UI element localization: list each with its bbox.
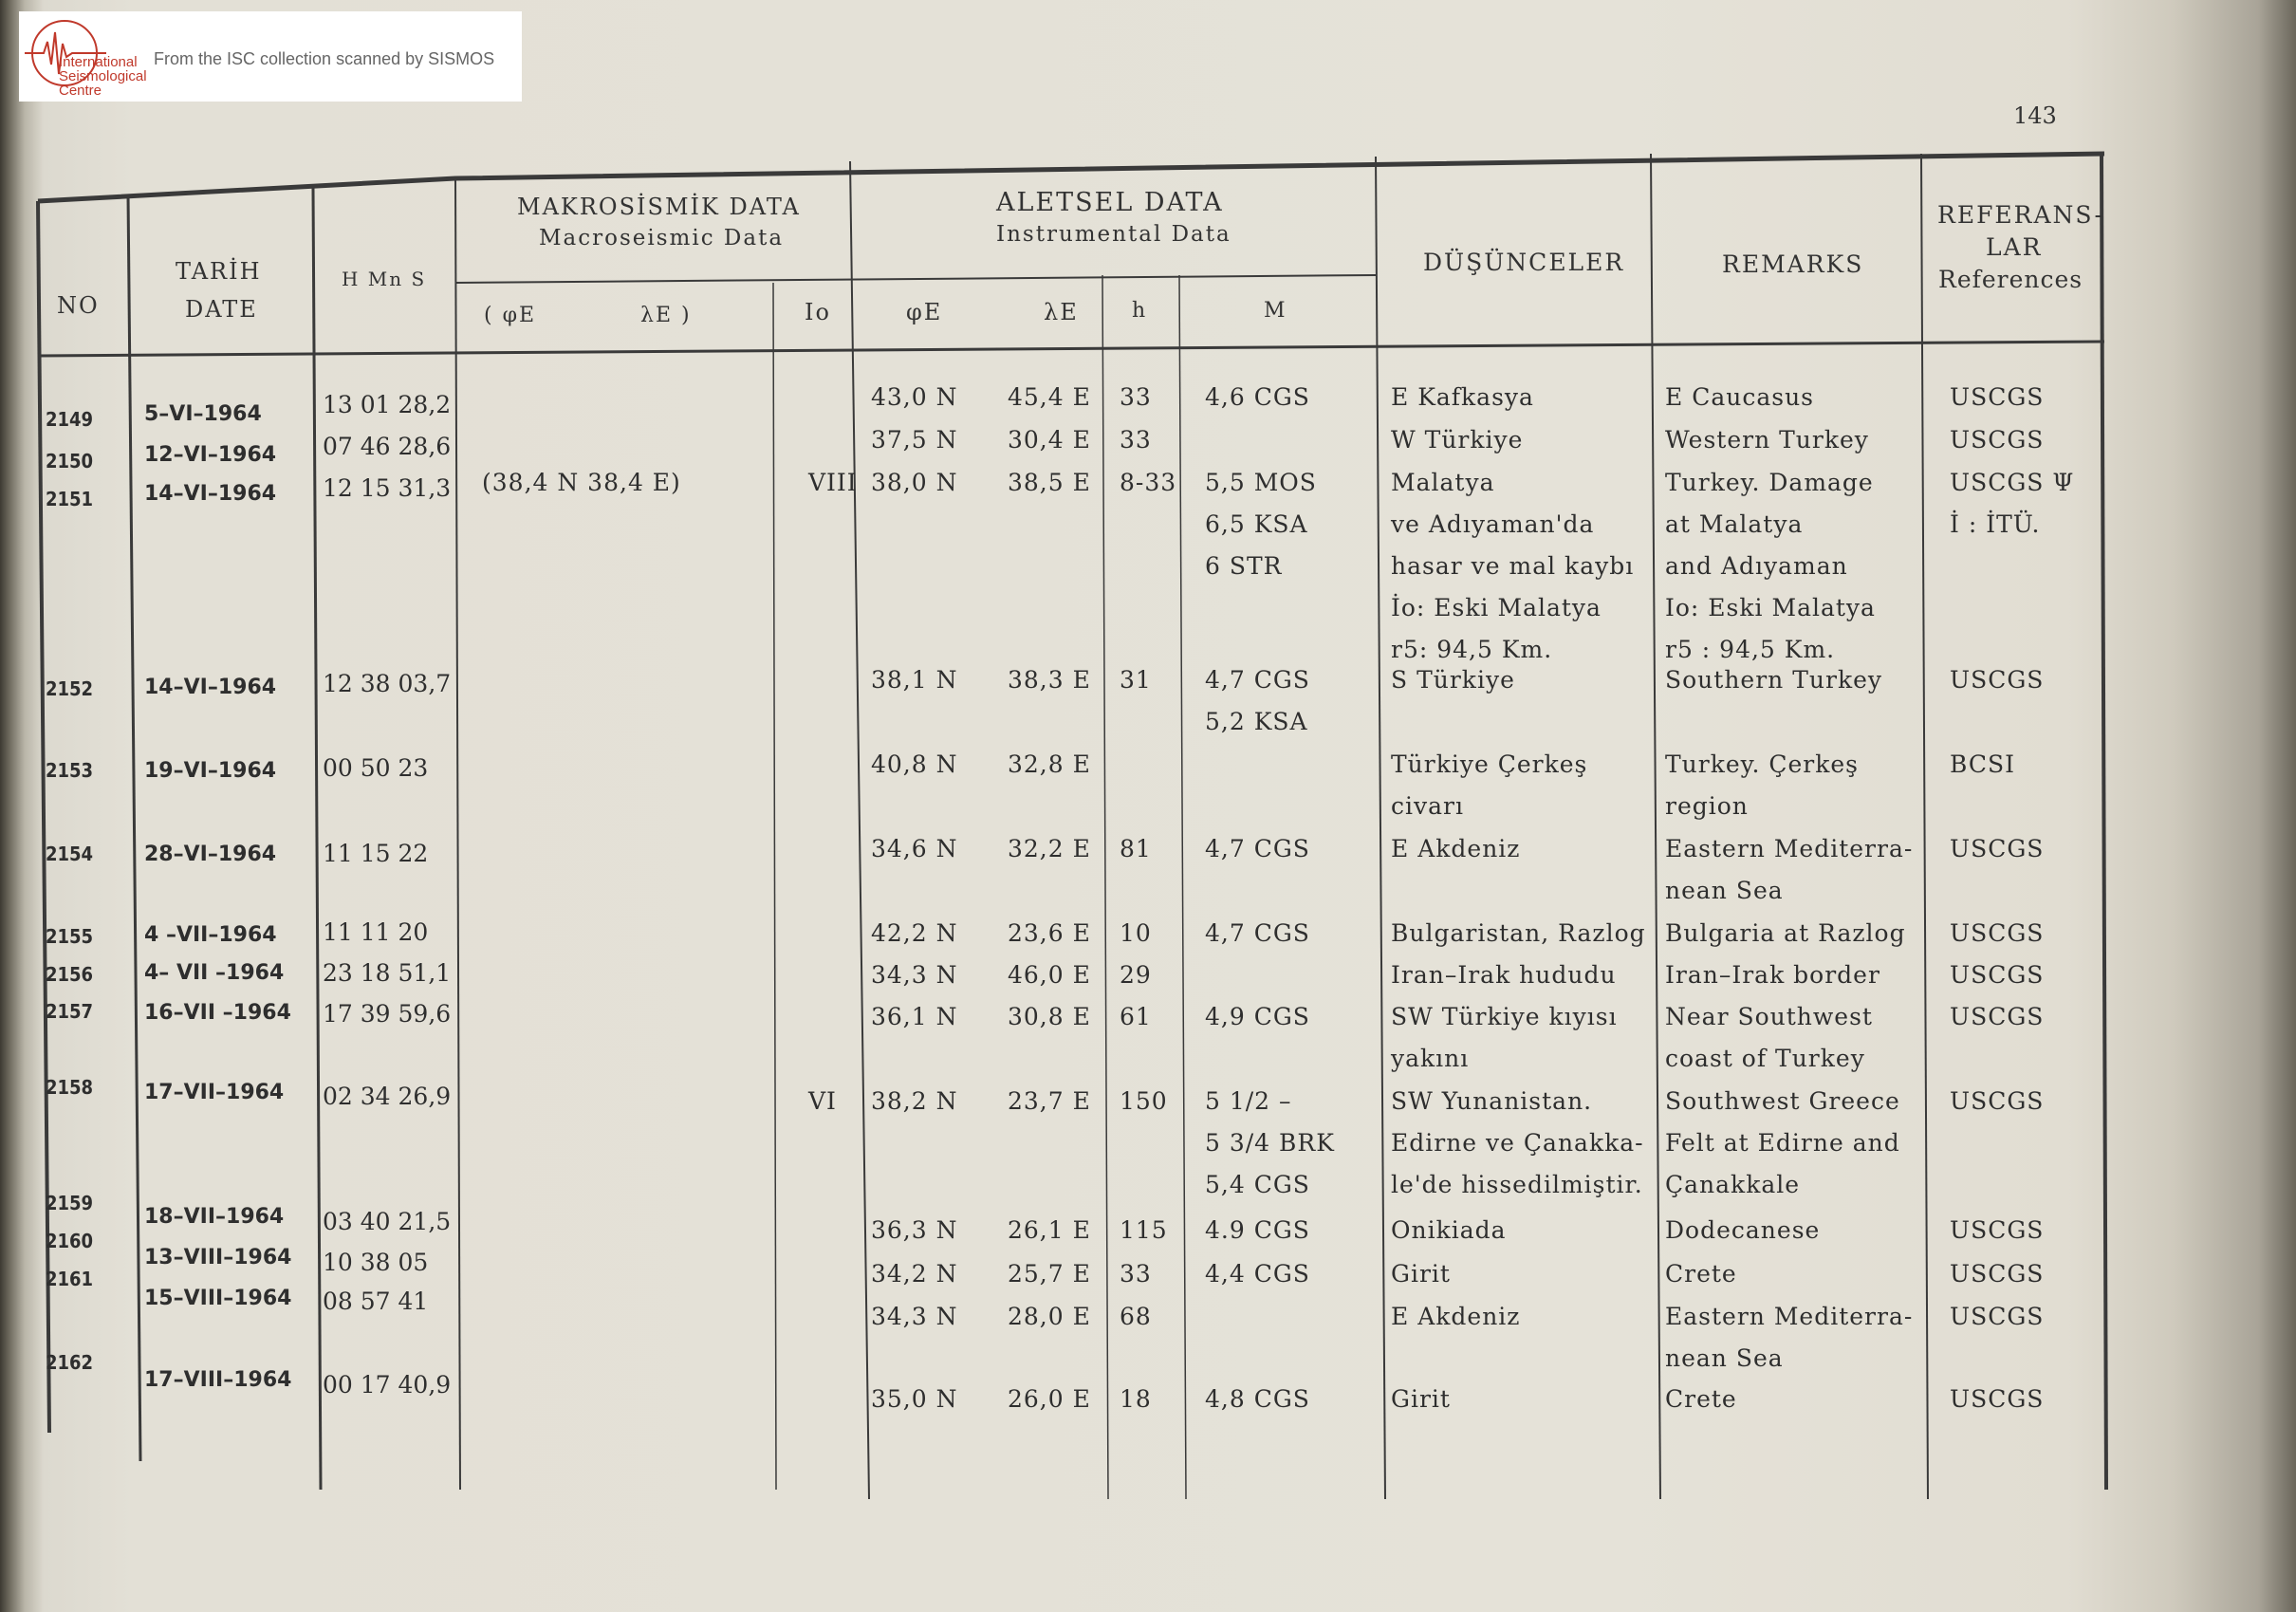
inst-longitude: 38,3 E xyxy=(1008,666,1091,694)
event-number: 2152 xyxy=(46,677,94,700)
remark-en: E Caucasus xyxy=(1665,383,1814,411)
remark-en: Iran–Irak border xyxy=(1665,961,1880,989)
inst-longitude: 38,5 E xyxy=(1008,469,1091,496)
remark-tr: E Akdeniz xyxy=(1391,835,1521,862)
event-date: 14–VI–1964 xyxy=(144,676,277,699)
remark-tr: E Kafkasya xyxy=(1391,383,1534,411)
remark-tr: SW Yunanistan. xyxy=(1391,1087,1593,1115)
reference: USCGS xyxy=(1950,961,2045,989)
remark-en: Bulgaria at Razlog xyxy=(1665,919,1906,947)
remark-tr: Girit xyxy=(1391,1385,1451,1413)
remark-tr: ve Adıyaman'da xyxy=(1391,510,1595,538)
inst-longitude: 28,0 E xyxy=(1008,1303,1091,1330)
inst-longitude: 30,8 E xyxy=(1008,1003,1091,1030)
inst-longitude: 23,6 E xyxy=(1008,919,1091,947)
header-no: NO xyxy=(57,292,100,319)
inst-latitude: 34,2 N xyxy=(871,1260,958,1288)
header-inst-phi: φE xyxy=(906,299,943,325)
event-date: 13–VIII–1964 xyxy=(144,1246,292,1269)
reference: USCGS xyxy=(1950,1303,2045,1330)
event-number: 2159 xyxy=(46,1192,94,1214)
header-macro-title: MAKROSİSMİK DATA xyxy=(517,194,801,220)
reference: BCSI xyxy=(1950,750,2015,778)
remark-tr: yakını xyxy=(1391,1045,1470,1072)
remark-en: Crete xyxy=(1665,1260,1737,1288)
event-time: 12 38 03,7 xyxy=(323,670,452,697)
header-ref-3: References xyxy=(1938,266,2083,293)
remark-en: Crete xyxy=(1665,1385,1737,1413)
focal-depth: 10 xyxy=(1120,919,1152,947)
header-ref-2: LAR xyxy=(1986,233,2043,261)
remark-en: Dodecanese xyxy=(1665,1216,1821,1244)
event-number: 2155 xyxy=(46,925,94,948)
remark-tr: Girit xyxy=(1391,1260,1451,1288)
header-time: H Mn S xyxy=(342,268,427,290)
header-dusunceler: DÜŞÜNCELER xyxy=(1423,249,1625,276)
focal-depth: 61 xyxy=(1120,1003,1152,1030)
event-time: 02 34 26,9 xyxy=(323,1083,452,1110)
reference: USCGS xyxy=(1950,835,2045,862)
reference: USCGS Ψ xyxy=(1950,469,2075,496)
event-date: 28–VI–1964 xyxy=(144,843,277,866)
magnitude: 5,5 MOS xyxy=(1205,469,1317,496)
remark-en: at Malatya xyxy=(1665,510,1804,538)
page-number: 143 xyxy=(2013,102,2057,129)
remark-en: Southwest Greece xyxy=(1665,1087,1900,1115)
magnitude: 4,7 CGS xyxy=(1205,919,1310,947)
focal-depth: 18 xyxy=(1120,1385,1152,1413)
inst-latitude: 38,1 N xyxy=(871,666,958,694)
remark-en: Western Turkey xyxy=(1665,426,1869,454)
event-time: 07 46 28,6 xyxy=(323,433,452,460)
reference: İ : İTÜ. xyxy=(1950,510,2041,538)
magnitude: 4,6 CGS xyxy=(1205,383,1310,411)
event-time: 10 38 05 xyxy=(323,1249,429,1276)
remark-tr: W Türkiye xyxy=(1391,426,1524,454)
focal-depth: 81 xyxy=(1120,835,1152,862)
magnitude: 5 1/2 – xyxy=(1205,1087,1292,1115)
event-date: 18–VII–1964 xyxy=(144,1205,285,1229)
header-io: Io xyxy=(805,299,831,325)
remark-en: Io: Eski Malatya xyxy=(1665,594,1876,621)
inst-longitude: 30,4 E xyxy=(1008,426,1091,454)
event-number: 2160 xyxy=(46,1230,94,1252)
header-ref-1: REFERANS- xyxy=(1937,201,2104,229)
event-time: 03 40 21,5 xyxy=(323,1208,452,1235)
remark-tr: İo: Eski Malatya xyxy=(1391,594,1602,621)
remark-tr: Iran–Irak hududu xyxy=(1391,961,1617,989)
event-date: 4– VII –1964 xyxy=(144,961,285,985)
header-inst-lambda: λE xyxy=(1044,299,1079,325)
event-time: 11 11 20 xyxy=(323,918,429,946)
focal-depth: 33 xyxy=(1120,426,1152,454)
focal-depth: 115 xyxy=(1120,1216,1168,1244)
remark-tr: Türkiye Çerkeş xyxy=(1391,750,1588,778)
remark-en: coast of Turkey xyxy=(1665,1045,1865,1072)
remark-tr: civarı xyxy=(1391,792,1464,820)
event-number: 2153 xyxy=(46,759,94,782)
event-time: 11 15 22 xyxy=(323,840,429,867)
inst-latitude: 37,5 N xyxy=(871,426,958,454)
intensity-io: VIII xyxy=(808,469,858,496)
event-time: 23 18 51,1 xyxy=(323,959,452,987)
inst-latitude: 34,3 N xyxy=(871,961,958,989)
focal-depth: 150 xyxy=(1120,1087,1168,1115)
remark-en: Çanakkale xyxy=(1665,1171,1801,1198)
focal-depth: 33 xyxy=(1120,1260,1152,1288)
inst-longitude: 26,1 E xyxy=(1008,1216,1091,1244)
event-number: 2154 xyxy=(46,843,94,865)
event-date: 4 –VII–1964 xyxy=(144,923,277,947)
event-time: 17 39 59,6 xyxy=(323,1000,452,1028)
remark-en: nean Sea xyxy=(1665,877,1784,904)
header-date-en: DATE xyxy=(185,296,258,323)
event-number: 2150 xyxy=(46,450,94,472)
header-macro-sub: Macroseismic Data xyxy=(539,226,785,250)
remark-tr: le'de hissedilmiştir. xyxy=(1391,1171,1643,1198)
event-date: 19–VI–1964 xyxy=(144,759,277,783)
focal-depth: 31 xyxy=(1120,666,1152,694)
remark-tr: E Akdeniz xyxy=(1391,1303,1521,1330)
inst-longitude: 23,7 E xyxy=(1008,1087,1091,1115)
remark-en: Eastern Mediterra- xyxy=(1665,1303,1914,1330)
reference: USCGS xyxy=(1950,1216,2045,1244)
inst-latitude: 34,6 N xyxy=(871,835,958,862)
header-macro-phi: ( φE xyxy=(484,304,537,327)
focal-depth: 68 xyxy=(1120,1303,1152,1330)
focal-depth: 8-33 xyxy=(1120,469,1177,496)
remark-tr: Malatya xyxy=(1391,469,1495,496)
event-date: 17–VII–1964 xyxy=(144,1081,285,1104)
inst-latitude: 43,0 N xyxy=(871,383,958,411)
reference: USCGS xyxy=(1950,426,2045,454)
event-number: 2157 xyxy=(46,1000,94,1023)
inst-latitude: 36,1 N xyxy=(871,1003,958,1030)
intensity-io: VI xyxy=(808,1087,837,1115)
remark-en: Southern Turkey xyxy=(1665,666,1883,694)
header-inst-sub: Instrumental Data xyxy=(996,222,1231,247)
event-time: 13 01 28,2 xyxy=(323,391,452,418)
magnitude: 6,5 KSA xyxy=(1205,510,1308,538)
inst-latitude: 38,2 N xyxy=(871,1087,958,1115)
event-date: 12–VI–1964 xyxy=(144,443,277,467)
remark-tr: Edirne ve Çanakka- xyxy=(1391,1129,1644,1157)
inst-longitude: 26,0 E xyxy=(1008,1385,1091,1413)
remark-en: Turkey. Çerkeş xyxy=(1665,750,1860,778)
event-number: 2158 xyxy=(46,1076,94,1099)
event-date: 5–VI–1964 xyxy=(144,402,262,426)
magnitude: 4,9 CGS xyxy=(1205,1003,1310,1030)
inst-longitude: 45,4 E xyxy=(1008,383,1091,411)
remark-en: Near Southwest xyxy=(1665,1003,1873,1030)
event-number: 2162 xyxy=(46,1351,94,1374)
magnitude: 4,4 CGS xyxy=(1205,1260,1310,1288)
event-date: 17–VIII–1964 xyxy=(144,1368,292,1392)
remark-en: nean Sea xyxy=(1665,1344,1784,1372)
header-macro-lambda: λE ) xyxy=(640,304,692,327)
remark-en: Eastern Mediterra- xyxy=(1665,835,1914,862)
focal-depth: 33 xyxy=(1120,383,1152,411)
remark-tr: hasar ve mal kaybı xyxy=(1391,552,1635,580)
event-date: 14–VI–1964 xyxy=(144,482,277,506)
inst-latitude: 42,2 N xyxy=(871,919,958,947)
inst-longitude: 32,8 E xyxy=(1008,750,1091,778)
inst-latitude: 36,3 N xyxy=(871,1216,958,1244)
inst-longitude: 25,7 E xyxy=(1008,1260,1091,1288)
inst-longitude: 46,0 E xyxy=(1008,961,1091,989)
magnitude: 5,2 KSA xyxy=(1205,708,1308,735)
remark-tr: S Türkiye xyxy=(1391,666,1515,694)
event-time: 00 50 23 xyxy=(323,754,429,782)
inst-latitude: 34,3 N xyxy=(871,1303,958,1330)
header-remarks: REMARKS xyxy=(1722,250,1864,278)
focal-depth: 29 xyxy=(1120,961,1152,989)
isc-line-3: Centre xyxy=(59,83,102,99)
reference: USCGS xyxy=(1950,1385,2045,1413)
header-inst-m: M xyxy=(1264,299,1287,323)
scan-caption: From the ISC collection scanned by SISMOS xyxy=(154,49,495,68)
reference: USCGS xyxy=(1950,1003,2045,1030)
inst-latitude: 38,0 N xyxy=(871,469,958,496)
event-time: 00 17 40,9 xyxy=(323,1371,452,1399)
remark-tr: r5: 94,5 Km. xyxy=(1391,636,1553,663)
header-inst-h: h xyxy=(1132,299,1148,323)
remark-tr: Onikiada xyxy=(1391,1216,1507,1244)
event-date: 16–VII –1964 xyxy=(144,1001,291,1025)
isc-line-1: International xyxy=(59,54,138,70)
event-time: 12 15 31,3 xyxy=(323,474,452,502)
magnitude: 4,7 CGS xyxy=(1205,835,1310,862)
inst-latitude: 35,0 N xyxy=(871,1385,958,1413)
reference: USCGS xyxy=(1950,1260,2045,1288)
remark-en: region xyxy=(1665,792,1749,820)
reference: USCGS xyxy=(1950,383,2045,411)
remark-en: Turkey. Damage xyxy=(1665,469,1874,496)
remark-en: Felt at Edirne and xyxy=(1665,1129,1900,1157)
macro-coords: (38,4 N 38,4 E) xyxy=(482,469,681,496)
event-number: 2149 xyxy=(46,408,94,431)
event-time: 08 57 41 xyxy=(323,1288,429,1315)
reference: USCGS xyxy=(1950,666,2045,694)
event-number: 2161 xyxy=(46,1268,94,1290)
isc-line-2: Seismological xyxy=(59,68,147,84)
remark-tr: Bulgaristan, Razlog xyxy=(1391,919,1646,947)
magnitude: 6 STR xyxy=(1205,552,1283,580)
event-date: 15–VIII–1964 xyxy=(144,1287,292,1310)
event-number: 2156 xyxy=(46,963,94,986)
header-date-tr: TARİH xyxy=(176,258,262,285)
header-inst-title: ALETSEL DATA xyxy=(996,188,1224,217)
magnitude: 4.9 CGS xyxy=(1205,1216,1310,1244)
magnitude: 4,7 CGS xyxy=(1205,666,1310,694)
reference: USCGS xyxy=(1950,1087,2045,1115)
event-number: 2151 xyxy=(46,488,94,510)
magnitude: 5 3/4 BRK xyxy=(1205,1129,1335,1157)
remark-tr: SW Türkiye kıyısı xyxy=(1391,1003,1618,1030)
magnitude: 4,8 CGS xyxy=(1205,1385,1310,1413)
remark-en: r5 : 94,5 Km. xyxy=(1665,636,1836,663)
inst-latitude: 40,8 N xyxy=(871,750,958,778)
inst-longitude: 32,2 E xyxy=(1008,835,1091,862)
magnitude: 5,4 CGS xyxy=(1205,1171,1310,1198)
remark-en: and Adıyaman xyxy=(1665,552,1848,580)
reference: USCGS xyxy=(1950,919,2045,947)
